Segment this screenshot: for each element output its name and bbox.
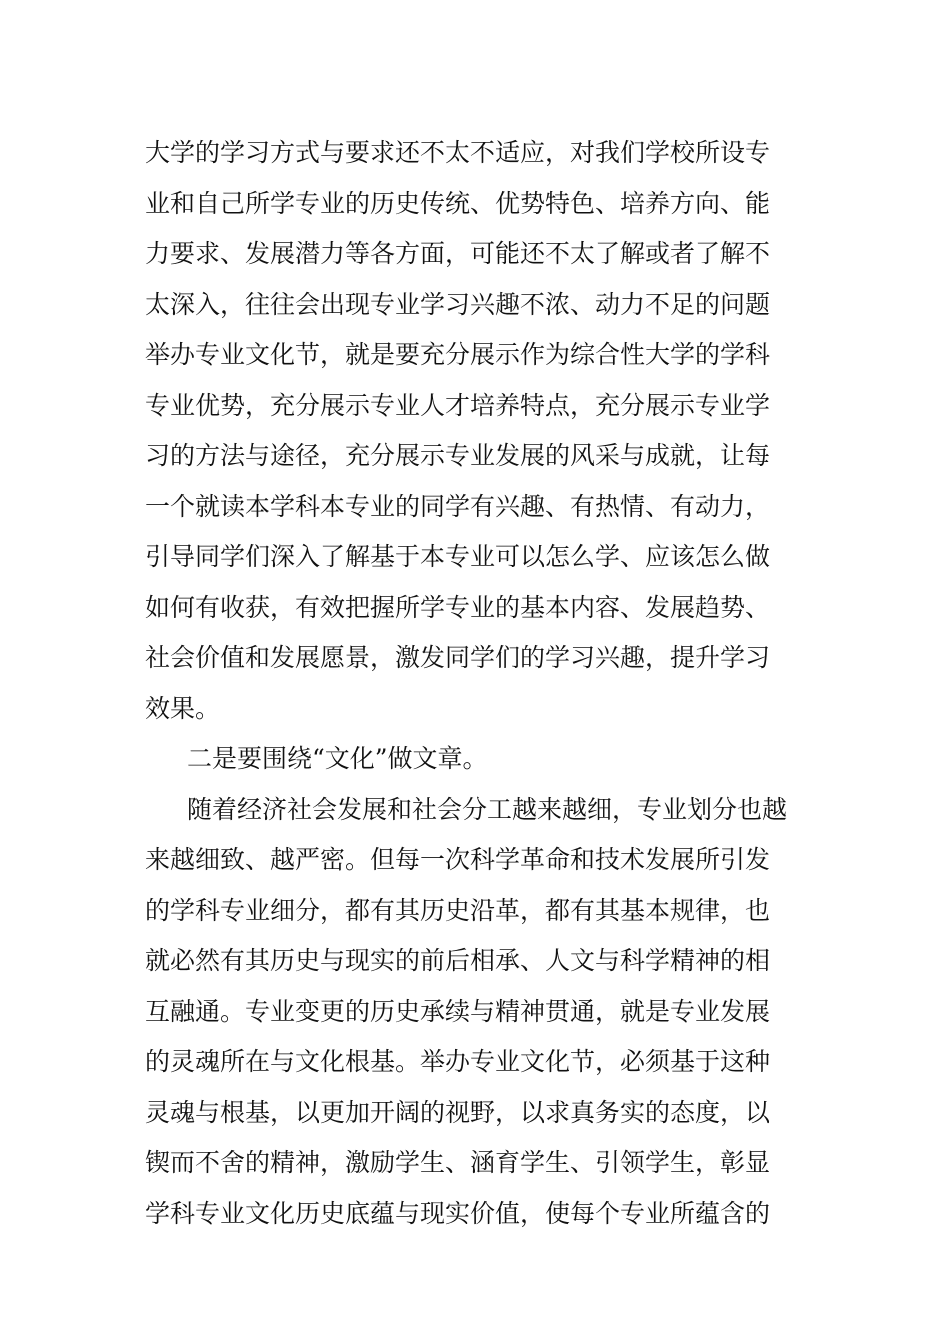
text-line: 大学的学习方式与要求还不太不适应，对我们学校所设专 (145, 138, 771, 167)
text-line: 引导同学们深入了解基于本专业可以怎么学、应该怎么做 (145, 542, 771, 571)
text-line: 习的方法与途径，充分展示专业发展的风采与成就，让每 (145, 441, 771, 470)
text-line: 效果。 (145, 693, 221, 723)
text-line: 太深入，往往会出现专业学习兴趣不浓、动力不足的问题 (145, 289, 771, 319)
text-line: 锲而不舍的精神，激励学生、涵育学生、引领学生，彰显 (145, 1148, 771, 1177)
text-line: 专业优势，充分展示专业人才培养特点，充分展示专业学 (145, 390, 771, 420)
text-line: 一个就读本学科本专业的同学有兴趣、有热情、有动力， (145, 491, 771, 521)
text-line: 就必然有其历史与现实的前后相承、人文与科学精神的相 (145, 946, 771, 975)
text-line: 的学科专业细分，都有其历史沿革，都有其基本规律，也 (145, 895, 771, 925)
text-line: 社会价值和发展愿景，激发同学们的学习兴趣，提升学习 (145, 643, 771, 672)
text-line: 举办专业文化节，就是要充分展示作为综合性大学的学科 (145, 340, 771, 369)
section-heading: 二是要围绕“文化”做文章。 (187, 744, 488, 773)
text-line: 的灵魂所在与文化根基。举办专业文化节，必须基于这种 (145, 1047, 771, 1076)
text-line: 互融通。专业变更的历史承续与精神贯通，就是专业发展 (145, 996, 771, 1026)
text-line: 灵魂与根基，以更加开阔的视野，以求真务实的态度，以 (145, 1097, 771, 1127)
text-line: 力要求、发展潜力等各方面，可能还不太了解或者了解不 (145, 239, 771, 268)
text-line: 来越细致、越严密。但每一次科学革命和技术发展所引发 (145, 845, 771, 874)
paragraph-2 (145, 785, 815, 1240)
document-body (145, 128, 815, 1239)
paragraph-1 (145, 128, 815, 734)
text-line: 随着经济社会发展和社会分工越来越细，专业划分也越 (187, 794, 788, 824)
text-line: 业和自己所学专业的历史传统、优势特色、培养方向、能 (145, 188, 771, 218)
text-line: 学科专业文化历史底蕴与现实价值，使每个专业所蕴含的 (145, 1198, 771, 1228)
text-line: 如何有收获，有效把握所学专业的基本内容、发展趋势、 (145, 592, 771, 622)
